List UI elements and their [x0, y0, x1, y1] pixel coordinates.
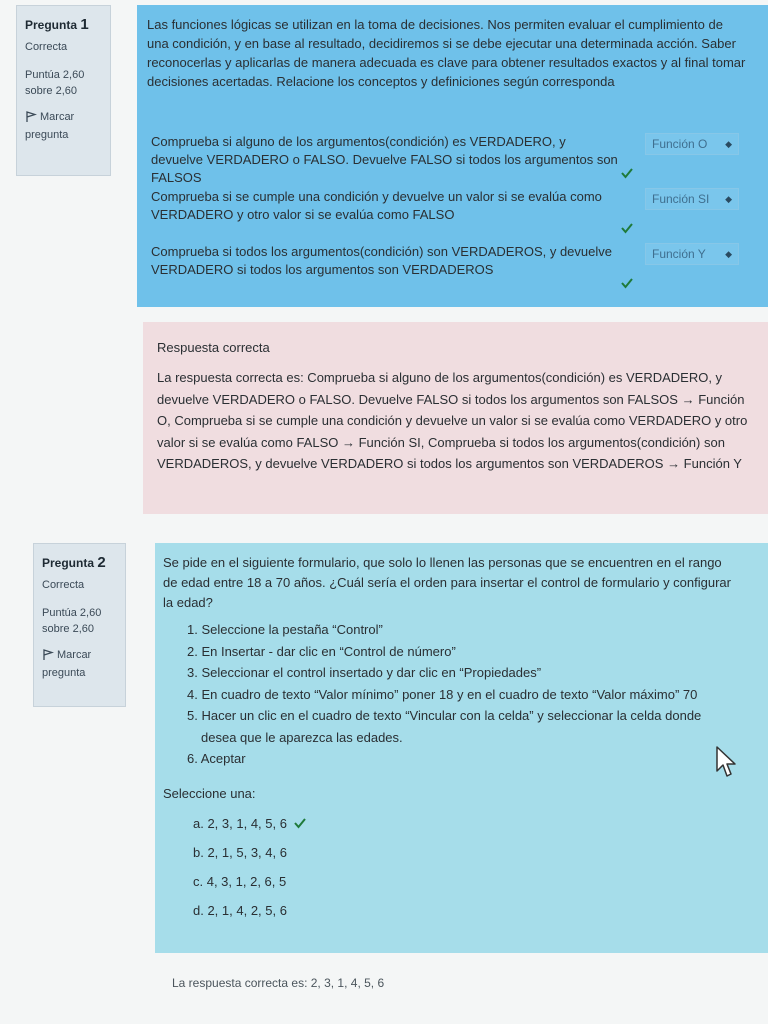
match-definition: Comprueba si se cumple una condición y devuelve un valor si se evalúa como VERDADERO y otro valor si se evalúa como FALSO: [151, 189, 602, 222]
q1-info-box: [16, 5, 111, 176]
check-icon: [620, 222, 634, 234]
q2-state: Correcta: [42, 579, 85, 591]
step-item: 3. Seleccionar el control insertado y dar clic en “Propiedades”: [187, 665, 542, 680]
q2-flag-button[interactable]: Marcar: [42, 649, 119, 661]
select-arrows-icon: ◆: [725, 248, 732, 259]
q1-score: Puntúa 2,60: [25, 69, 85, 81]
match-select[interactable]: Función SI ◆: [645, 188, 739, 210]
check-icon: [620, 277, 634, 289]
q1-content: [137, 5, 768, 307]
q1-number: Pregunta 1: [25, 16, 89, 33]
q2-question-text: Se pide en el siguiente formulario, que solo lo llenen las personas que se encuentren en el rango de edad entre 18 a 70 años. ¿Cuál sería el orden para insertar el control de formulario y configurar la edad?: [163, 555, 731, 610]
select-one-label: Seleccione una:: [163, 785, 256, 801]
mouse-cursor-icon: [715, 745, 739, 779]
step-item: 6. Aceptar: [187, 751, 246, 766]
match-definition: Comprueba si alguno de los argumentos(condición) es VERDADERO, y devuelve VERDADERO o FALSO. Devuelve FALSO si todos los argumentos son FALSOS: [151, 134, 618, 185]
match-select[interactable]: Función O ◆: [645, 133, 739, 155]
check-icon: [620, 167, 634, 179]
q1-match-row: [151, 188, 751, 224]
q1-question-text: Las funciones lógicas se utilizan en la toma de decisiones. Nos permiten evaluar el cumplimiento de una condición, y en base al resultado, decidiremos si se debe ejecutar una determinada acción. Saber reconocerlas y aplicarlas de manera adecuada es clave para obtener resultados exactos y al final tomar decisiones acertadas. Relacione los conceptos y definiciones según corresponda: [147, 17, 746, 89]
q1-max-score: sobre 2,60: [25, 85, 77, 97]
q2-correct-answer: La respuesta correcta es: 2, 3, 1, 4, 5, 6: [172, 976, 385, 990]
q2-flag-label: pregunta: [42, 667, 86, 679]
q2-content: [155, 543, 768, 953]
option-c[interactable]: c. 4, 3, 1, 2, 6, 5: [193, 873, 287, 889]
option-d[interactable]: d. 2, 1, 4, 2, 5, 6: [193, 902, 287, 918]
feedback-body: La respuesta correcta es: Comprueba si alguno de los argumentos(condición) es VERDADERO, y devuelve VERDADERO o FALSO. Devuelve FALSO si todos los argumentos son FALSOS → Función O, Comprueba si se cumple una condición y devuelve un valor si se evalúa como VERDADERO y otro valor si se evalúa como FALSO → Función SI, Comprueba si todos los argumentos(condición) son VERDADEROS, y devuelve VERDADERO si todos los argumentos son VERDADEROS → Función Y: [157, 370, 748, 471]
option-a[interactable]: a. 2, 3, 1, 4, 5, 6: [193, 809, 758, 838]
q1-flag-button[interactable]: Marcar: [25, 111, 104, 123]
match-select[interactable]: Función Y ◆: [645, 243, 739, 265]
feedback-title: Respuesta correcta: [157, 340, 270, 355]
q1-match-row: [151, 133, 751, 187]
step-item: 5. Hacer un clic en el cuadro de texto “Vincular con la celda” y seleccionar la celda donde: [187, 708, 702, 723]
q2-options: [193, 809, 758, 925]
flag-icon: [25, 111, 37, 123]
match-definition: Comprueba si todos los argumentos(condición) son VERDADEROS, y devuelve VERDADERO si todos los argumentos son VERDADEROS: [151, 244, 612, 277]
q1-feedback: [143, 322, 768, 514]
option-b[interactable]: b. 2, 1, 5, 3, 4, 6: [193, 844, 287, 860]
step-item: 4. En cuadro de texto “Valor mínimo” poner 18 y en el cuadro de texto “Valor máximo” 70: [187, 686, 698, 702]
q2-max-score: sobre 2,60: [42, 623, 94, 635]
q1-state: Correcta: [25, 41, 68, 53]
step-item: 2. En Insertar - dar clic en “Control de número”: [187, 643, 456, 659]
q2-steps-list: [187, 619, 758, 770]
q2-score: Puntúa 2,60: [42, 607, 102, 619]
select-arrows-icon: ◆: [725, 193, 732, 204]
q2-info-box: [33, 543, 126, 707]
check-icon: [293, 817, 307, 829]
step-item: desea que le aparezca las edades.: [201, 729, 403, 745]
q1-flag-label: pregunta: [25, 129, 69, 141]
flag-icon: [42, 649, 54, 661]
select-arrows-icon: ◆: [725, 138, 732, 149]
step-item: 1. Seleccione la pestaña “Control”: [187, 622, 383, 637]
q1-match-row: [151, 243, 751, 279]
q2-number: Pregunta 2: [42, 554, 106, 571]
